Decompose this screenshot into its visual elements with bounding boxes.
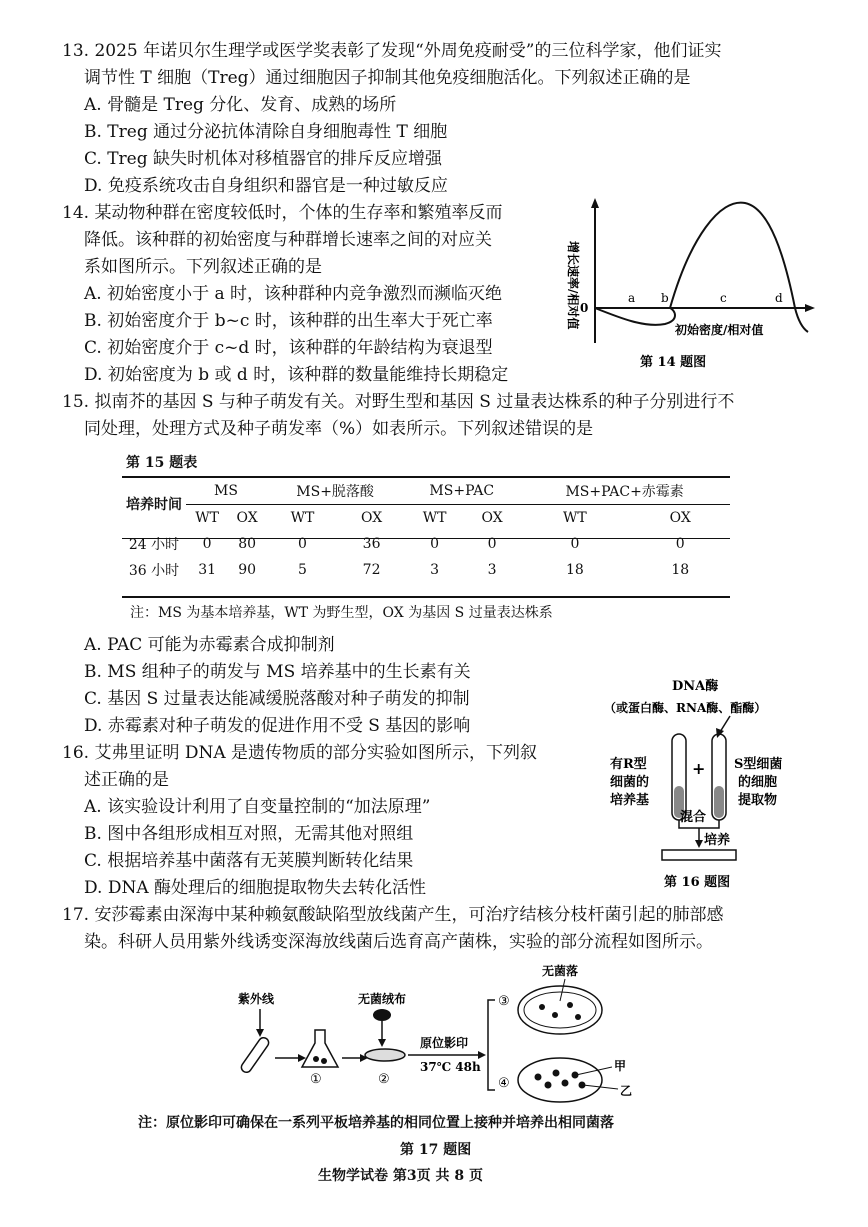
group-ms-pac-ga: MS+PAC+赤霉素 — [519, 478, 730, 505]
value-cell: 0 — [570, 536, 580, 552]
time-cell: 36 小时 — [128, 563, 180, 579]
q15-option-b: B. MS 组种子的萌发与 MS 培养基中的生长素有关 — [84, 662, 471, 682]
q14-stem-line1: 14. 某动物种群在密度较低时，个体的生存率和繁殖率反而 — [62, 203, 503, 223]
q17-no-colony: 无菌落 — [542, 964, 579, 978]
group-ms-aba: MS+脱落酸 — [266, 478, 404, 505]
q14-point-b: b — [661, 291, 669, 305]
q16-plus: + — [692, 759, 706, 778]
q15-table-caption: 第 15 题表 — [126, 455, 198, 471]
sub-wt: WT — [195, 510, 219, 526]
q17-caption: 第 17 题图 — [400, 1142, 472, 1158]
sub-ox: OX — [236, 510, 258, 526]
value-cell: 0 — [430, 536, 440, 552]
culture-flask — [302, 1030, 338, 1067]
q16-right-label-1: S型细菌 — [734, 757, 783, 772]
sub-ox: OX — [360, 510, 383, 526]
sub-wt: WT — [563, 510, 587, 526]
q17-condition: 37℃ 48h — [420, 1060, 481, 1074]
q13-option-c: C. Treg 缺失时机体对移植器官的排斥反应增强 — [84, 149, 443, 169]
value-cell: 31 — [198, 562, 217, 578]
q17-n3: ③ — [498, 994, 510, 1009]
plate-3 — [518, 986, 602, 1034]
growth-rate-curve — [595, 203, 808, 332]
mutagenesis-tube — [239, 1036, 270, 1075]
q13-option-d: D. 免疫系统攻击自身组织和器官是一种过敏反应 — [84, 176, 448, 196]
q17-stem-line2: 染。科研人员用紫外线诱变深海放线菌后选育高产菌株，实验的部分流程如图所示。 — [84, 932, 713, 952]
q16-left-label-3: 培养基 — [610, 793, 650, 808]
q13-stem-line2: 调节性 T 细胞（Treg）通过细胞因子抑制其他免疫细胞活化。下列叙述正确的是 — [84, 68, 691, 88]
sub-wt: WT — [422, 510, 447, 526]
q16-caption: 第 16 题图 — [664, 875, 731, 890]
q14-stem-line3: 系如图所示。下列叙述正确的是 — [84, 257, 322, 277]
value-cell: 80 — [238, 536, 257, 552]
q17-stem-line1: 17. 安莎霉素由深海中某种赖氨酸缺陷型放线菌产生，可治疗结核分枝杆菌引起的肺部感 — [62, 905, 724, 925]
q14-option-b: B. 初始密度介于 b~c 时，该种群的出生率大于死亡率 — [84, 311, 493, 331]
q17-replica: 原位影印 — [420, 1036, 469, 1050]
q16-culture: 培养 — [704, 833, 731, 848]
q17-yi: 乙 — [620, 1084, 633, 1098]
q16-right-label-3: 提取物 — [738, 793, 778, 808]
value-cell: 18 — [565, 562, 584, 578]
q16-mix: 混合 — [680, 810, 707, 825]
sub-ox: OX — [481, 510, 503, 526]
q17-jia: 甲 — [614, 1059, 627, 1073]
value-cell: 0 — [675, 536, 685, 552]
value-cell: 36 — [362, 536, 381, 552]
q17-velvet: 无菌绒布 — [358, 992, 407, 1006]
q16-left-label-1: 有R型 — [610, 757, 647, 772]
value-cell: 0 — [298, 536, 307, 552]
q17-n1: ① — [310, 1072, 322, 1087]
velvet-stamp — [373, 1009, 391, 1021]
q14-option-a: A. 初始密度小于 a 时，该种群种内竞争激烈而濒临灭绝 — [84, 284, 503, 304]
q13-option-b: B. Treg 通过分泌抗体清除自身细胞毒性 T 细胞 — [84, 122, 448, 142]
sub-ox: OX — [669, 510, 691, 526]
q16-figure — [600, 676, 810, 896]
q14-ylabel: 增长速率/相对值 — [566, 241, 580, 330]
q16-stem-line2: 述正确的是 — [84, 770, 169, 790]
q15-option-c: C. 基因 S 过量表达能减缓脱落酸对种子萌发的抑制 — [84, 689, 470, 709]
q17-figure — [230, 955, 650, 1105]
q17-n2: ② — [378, 1072, 390, 1087]
q13-option-a: A. 骨髓是 Treg 分化、发育、成熟的场所 — [84, 95, 397, 115]
q15-table — [122, 478, 730, 583]
value-cell: 18 — [671, 562, 690, 578]
q17-uv: 紫外线 — [238, 992, 275, 1006]
q16-left-label-2: 细菌的 — [610, 775, 650, 790]
q17-note: 注：原位影印可确保在一系列平板培养基的相同位置上接种并培养出相同菌落 — [138, 1115, 614, 1131]
q14-zero: 0 — [580, 301, 589, 315]
q15-table-note: 注：MS 为基本培养基，WT 为野生型，OX 为基因 S 过量表达株系 — [130, 605, 553, 621]
master-plate — [365, 1049, 405, 1061]
value-cell: 3 — [430, 562, 440, 578]
sub-wt: WT — [290, 510, 315, 526]
q17-n4: ④ — [498, 1076, 510, 1091]
q14-option-d: D. 初始密度为 b 或 d 时，该种群的数量能维持长期稳定 — [84, 365, 509, 385]
petri-dish — [662, 850, 736, 860]
q15-stem-line2: 同处理，处理方式及种子萌发率（%）如表所示。下列叙述错误的是 — [84, 419, 594, 439]
value-cell: 0 — [202, 536, 212, 552]
q16-option-c: C. 根据培养基中菌落有无荚膜判断转化结果 — [84, 851, 414, 871]
value-cell: 72 — [362, 562, 381, 578]
table-row — [122, 531, 730, 557]
group-ms-pac: MS+PAC — [404, 478, 519, 505]
q16-enzyme: DNA酶 — [672, 679, 719, 694]
group-ms: MS — [186, 478, 266, 505]
q14-caption: 第 14 题图 — [640, 355, 707, 370]
table-row — [122, 557, 730, 583]
q15-option-a: A. PAC 可能为赤霉素合成抑制剂 — [84, 635, 335, 655]
page-footer: 生物学试卷 第3页 共 8 页 — [318, 1168, 483, 1184]
q16-option-d: D. DNA 酶处理后的细胞提取物失去转化活性 — [84, 878, 427, 898]
value-cell: 5 — [298, 562, 307, 578]
q14-option-c: C. 初始密度介于 c~d 时，该种群的年龄结构为衰退型 — [84, 338, 493, 358]
value-cell: 90 — [238, 562, 257, 578]
q13-stem-line1: 13. 2025 年诺贝尔生理学或医学奖表彰了发现“外周免疫耐受”的三位科学家，他们证实 — [62, 41, 722, 61]
q14-point-d: d — [775, 291, 783, 305]
q15-option-d: D. 赤霉素对种子萌发的促进作用不受 S 基因的影响 — [84, 716, 471, 736]
q14-xlabel: 初始密度/相对值 — [675, 323, 764, 337]
q16-stem-line1: 16. 艾弗里证明 DNA 是遗传物质的部分实验如图所示，下列叙 — [62, 743, 538, 763]
q14-stem-line2: 降低。该种群的初始密度与种群增长速率之间的对应关 — [84, 230, 492, 250]
q16-enzyme-alt: （或蛋白酶、RNA酶、酯酶） — [604, 701, 767, 715]
plate-4 — [518, 1058, 602, 1102]
q14-point-c: c — [720, 291, 727, 305]
time-cell: 24 小时 — [128, 537, 180, 553]
q14-figure — [560, 198, 820, 378]
row-header: 培养时间 — [126, 496, 182, 513]
value-cell: 3 — [487, 562, 497, 578]
q16-option-a: A. 该实验设计利用了自变量控制的“加法原理” — [84, 797, 431, 817]
q16-right-label-2: 的细胞 — [738, 775, 778, 790]
q14-point-a: a — [628, 291, 636, 305]
q16-option-b: B. 图中各组形成相互对照，无需其他对照组 — [84, 824, 414, 844]
value-cell: 0 — [487, 536, 497, 552]
q15-stem-line1: 15. 拟南芥的基因 S 与种子萌发有关。对野生型和基因 S 过量表达株系的种子分别进行不 — [62, 392, 735, 412]
